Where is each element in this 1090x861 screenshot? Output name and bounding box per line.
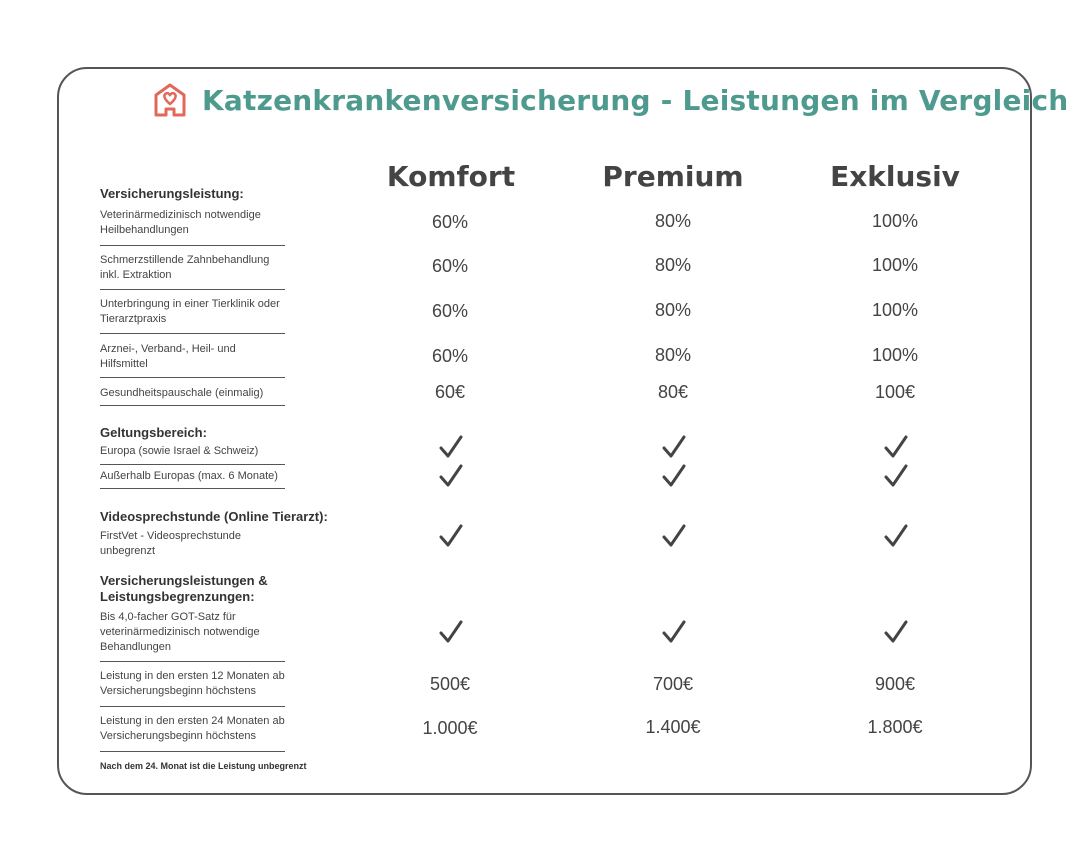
page-title: Katzenkrankenversicherung - Leistungen im Vergleich — [202, 83, 1069, 117]
value-premium: 80% — [654, 255, 692, 275]
row-label-unterbringung: Unterbringung in einer Tierklinik oder Tierarztpraxis — [100, 298, 280, 325]
check-icon — [660, 618, 688, 646]
value-premium: 700€ — [652, 674, 694, 694]
value-komfort: 60% — [431, 301, 469, 321]
row-divider — [100, 488, 285, 489]
check-icon — [437, 433, 465, 461]
header — [152, 80, 1068, 120]
row-label-zahnbehandlung: Schmerzstillende Zahnbehandlung inkl. Extraktion — [100, 254, 270, 281]
row-divider — [100, 377, 285, 378]
check-icon — [882, 433, 910, 461]
row-label-12-monate: Leistung in den ersten 12 Monaten ab Versicherungsbeginn höchstens — [100, 670, 285, 697]
check-icon — [882, 618, 910, 646]
check-icon — [437, 462, 465, 490]
row-divider — [100, 405, 285, 406]
check-icon — [882, 462, 910, 490]
plan-header-premium: Premium — [602, 160, 744, 193]
check-icon — [437, 522, 465, 550]
row-label-heilbehandlungen: Veterinärmedizinisch notwendige Heilbehandlungen — [100, 209, 261, 236]
row-divider — [100, 706, 285, 707]
row-label-firstvet: FirstVet - Videosprechstunde unbegrenzt — [100, 530, 242, 557]
row-label-24-monate: Leistung in den ersten 24 Monaten ab Versicherungsbeginn höchstens — [100, 715, 285, 742]
plan-header-komfort: Komfort — [386, 160, 516, 193]
value-komfort: 1.000€ — [422, 718, 478, 738]
row-divider — [100, 464, 285, 465]
row-divider — [100, 245, 285, 246]
value-exklusiv: 100% — [871, 255, 919, 275]
value-premium: 80% — [654, 211, 692, 231]
value-exklusiv: 100€ — [874, 382, 916, 402]
row-label-got-satz: Bis 4,0-facher GOT-Satz für veterinärmedizinisch notwendige Behandlungen — [100, 611, 260, 653]
footnote: Nach dem 24. Monat ist die Leistung unbegrenzt — [100, 761, 307, 771]
value-exklusiv: 100% — [871, 345, 919, 365]
value-komfort: 500€ — [429, 674, 471, 694]
section-title-begrenzungen: Versicherungsleistungen & Leistungsbegrenzungen: — [100, 573, 268, 604]
section-title-versicherungsleistung: Versicherungsleistung: — [100, 186, 244, 201]
check-icon — [882, 522, 910, 550]
section-title-geltungsbereich: Geltungsbereich: — [100, 425, 207, 440]
value-premium: 80% — [654, 300, 692, 320]
value-premium: 1.400€ — [645, 717, 701, 737]
value-exklusiv: 100% — [871, 211, 919, 231]
section-title-videosprechstunde: Videosprechstunde (Online Tierarzt): — [100, 509, 328, 524]
check-icon — [660, 462, 688, 490]
value-exklusiv: 1.800€ — [867, 717, 923, 737]
row-divider — [100, 333, 285, 334]
row-label-europa: Europa (sowie Israel & Schweiz) — [100, 445, 259, 457]
value-komfort: 60% — [431, 256, 469, 276]
row-label-arzneimittel: Arznei-, Verband-, Heil- und Hilfsmittel — [100, 343, 236, 370]
plan-header-exklusiv: Exklusiv — [830, 160, 960, 193]
row-divider — [100, 661, 285, 662]
check-icon — [660, 433, 688, 461]
row-label-gesundheitspauschale: Gesundheitspauschale (einmalig) — [100, 387, 264, 399]
value-komfort: 60€ — [434, 382, 466, 402]
row-divider — [100, 289, 285, 290]
value-exklusiv: 900€ — [874, 674, 916, 694]
value-premium: 80€ — [657, 382, 689, 402]
value-exklusiv: 100% — [871, 300, 919, 320]
house-heart-icon — [152, 82, 188, 118]
check-icon — [437, 618, 465, 646]
value-komfort: 60% — [431, 346, 469, 366]
row-label-ausserhalb-europas: Außerhalb Europas (max. 6 Monate) — [100, 470, 278, 482]
check-icon — [660, 522, 688, 550]
value-premium: 80% — [654, 345, 692, 365]
row-divider — [100, 751, 285, 752]
value-komfort: 60% — [431, 212, 469, 232]
